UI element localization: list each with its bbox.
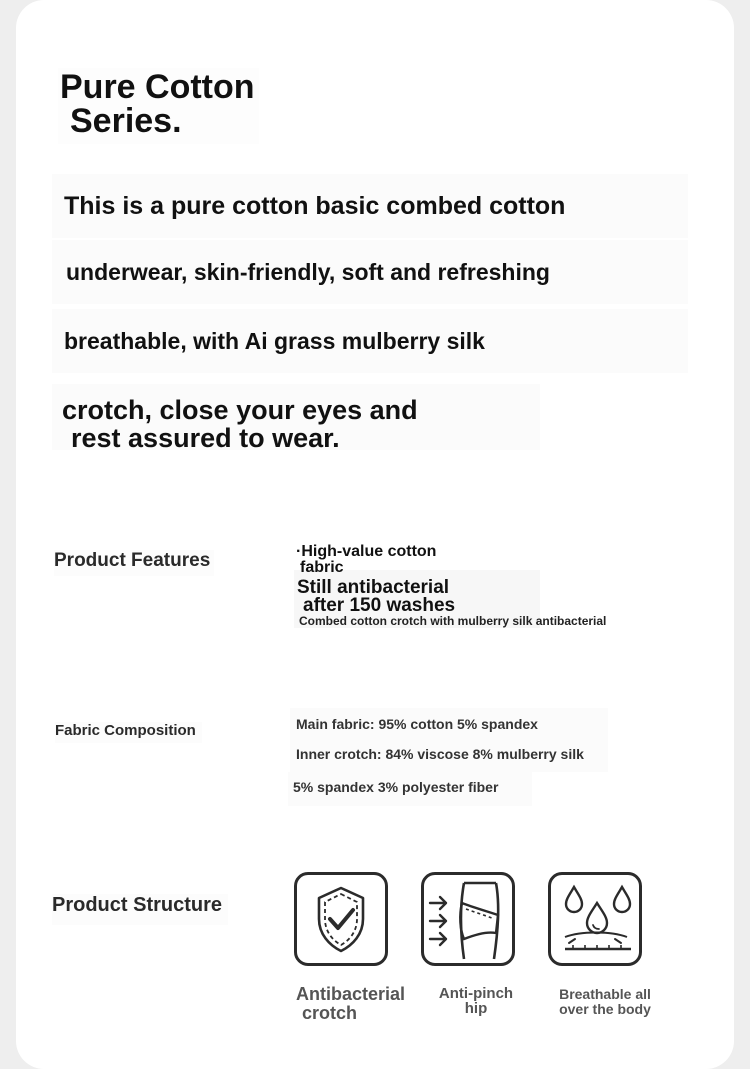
feature-1-line-2: fabric [300,559,344,576]
feature-1-line-1: ·High-value cotton [296,543,437,560]
antibacterial-crotch-label [296,985,405,1023]
product-features-list [296,543,606,628]
description-line-5: rest assured to wear. [71,423,340,453]
antibacterial-label-line-2: crotch [302,1003,358,1023]
water-drops-icon [551,875,639,963]
breathable-icon-tile [548,872,642,966]
antibacterial-label-line-1: Antibacterial [296,984,406,1004]
description-line-2: underwear, skin-friendly, soft and refreshing [52,240,688,304]
anti-pinch-hip-label [424,986,528,1016]
breathable-label [546,987,664,1017]
anti-pinch-label-line-2: hip [464,1000,488,1017]
breathable-label-line-2: over the body [559,1001,651,1017]
composition-line-3: 5% spandex 3% polyester fiber [288,772,532,806]
fabric-composition-label: Fabric Composition [55,722,202,743]
product-features-label: Product Features [54,550,214,576]
description-block-end [52,384,540,453]
page-title [58,68,259,144]
breathable-label-line-1: Breathable all [559,986,651,1002]
anti-pinch-label-line-1: Anti-pinch [438,985,514,1002]
feature-3: Combed cotton crotch with mulberry silk antibacterial [299,614,607,628]
hip-arrows-icon [424,875,512,963]
antibacterial-icon-tile [294,872,388,966]
shield-check-icon [297,875,385,963]
feature-2-line-1: Still antibacterial [297,577,450,598]
description-line-4: crotch, close your eyes and [62,395,418,425]
feature-2-line-2: after 150 washes [303,595,456,616]
anti-pinch-icon-tile [421,872,515,966]
composition-line-1: Main fabric: 95% cotton 5% spandex [290,708,608,740]
composition-line-2: Inner crotch: 84% viscose 8% mulberry silk [290,740,608,772]
description-line-3: breathable, with Ai grass mulberry silk [52,309,688,373]
title-line-1: Pure Cotton [60,68,255,106]
title-line-2: Series. [70,102,182,140]
description-line-1: This is a pure cotton basic combed cotton [52,174,688,238]
product-structure-label: Product Structure [52,894,228,925]
